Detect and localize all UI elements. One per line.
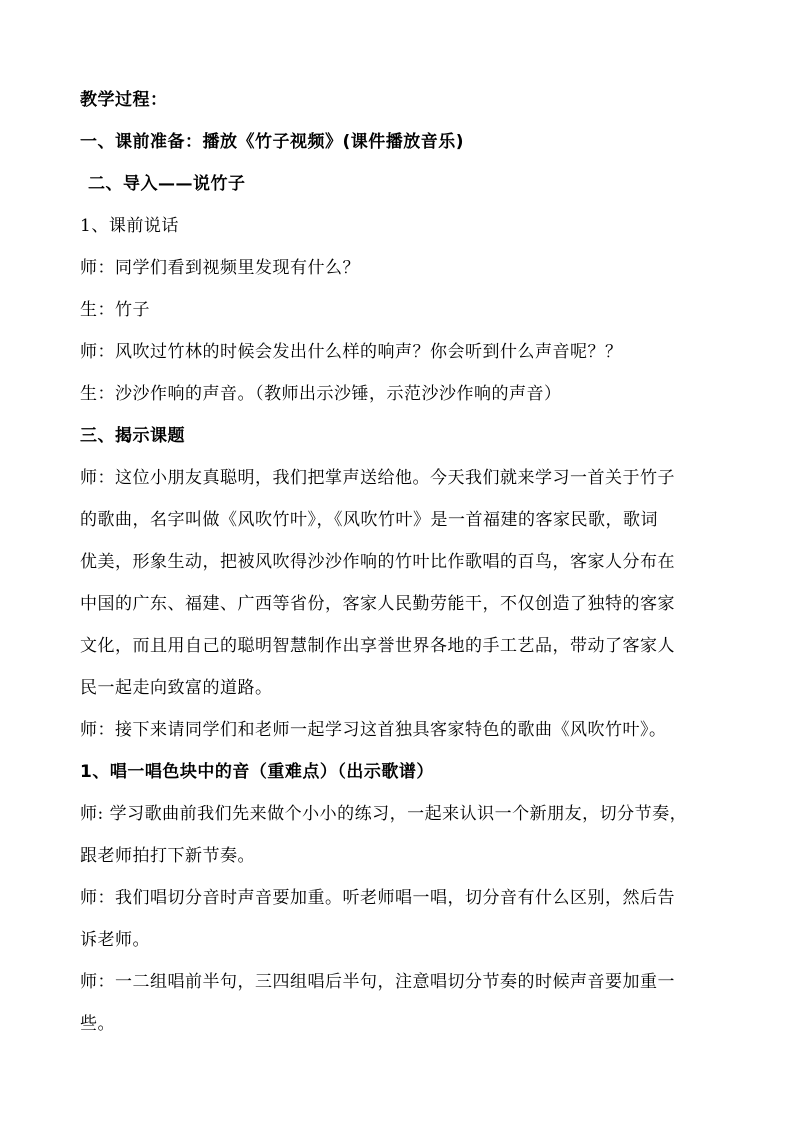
paragraph-line: 诉老师。 (80, 930, 150, 950)
paragraph-line: 中国的广东、福建、广西等省份，客家人民勤劳能干，不仅创造了独特的客家 (80, 594, 675, 614)
dialogue-line: 师：接下来请同学们和老师一起学习这首独具客家特色的歌曲《风吹竹叶》。 (80, 720, 667, 740)
paragraph-line: 文化，而且用自己的聪明智慧制作出享誉世界各地的手工艺品，带动了客家人 (80, 636, 675, 656)
paragraph-line: 师：一二组唱前半句，三四组唱后半句，注意唱切分节奏的时候声音要加重一 (80, 972, 675, 992)
item-pre-class-talk: 1、课前说话 (80, 216, 179, 236)
paragraph-line: 师: 学习歌曲前我们先来做个小小的练习，一起来认识一个新朋友，切分节奏， (80, 804, 688, 824)
paragraph-groups (80, 961, 720, 1045)
item-sing-color-block: 1、唱一唱色块中的音（重难点）（出示歌谱） (80, 762, 434, 782)
dialogue-line: 生：沙沙作响的声音。（教师出示沙锤，示范沙沙作响的声音） (80, 384, 562, 404)
paragraph-line: 跟老师拍打下新节奏。 (80, 846, 255, 866)
paragraph-practice (80, 793, 720, 877)
paragraph-syncopation (80, 877, 720, 961)
heading-teaching-process: 教学过程： (80, 90, 168, 110)
section-2-title: 二、导入——说竹子 (88, 174, 246, 194)
paragraph-intro (80, 457, 720, 709)
section-3-title: 三、揭示课题 (80, 426, 185, 446)
dialogue-line: 师：风吹过竹林的时候会发出什么样的响声？你会听到什么声音呢？？ (80, 342, 623, 362)
section-1-title: 一、课前准备：播放《竹子视频》(课件播放音乐) (80, 132, 465, 152)
dialogue-line: 师：同学们看到视频里发现有什么？ (80, 258, 360, 278)
paragraph-line: 师：这位小朋友真聪明，我们把掌声送给他。今天我们就来学习一首关于竹子 (80, 468, 675, 488)
paragraph-line: 些。 (80, 1014, 115, 1034)
paragraph-line: 优美，形象生动，把被风吹得沙沙作响的竹叶比作歌唱的百鸟，客家人分布在 (80, 552, 675, 572)
dialogue-line: 生：竹子 (80, 300, 150, 320)
paragraph-line: 民一起走向致富的道路。 (80, 678, 273, 698)
paragraph-line: 的歌曲，名字叫做《风吹竹叶》，《风吹竹叶》是一首福建的客家民歌，歌词 (80, 510, 658, 530)
paragraph-line: 师：我们唱切分音时声音要加重。听老师唱一唱，切分音有什么区别，然后告 (80, 888, 675, 908)
